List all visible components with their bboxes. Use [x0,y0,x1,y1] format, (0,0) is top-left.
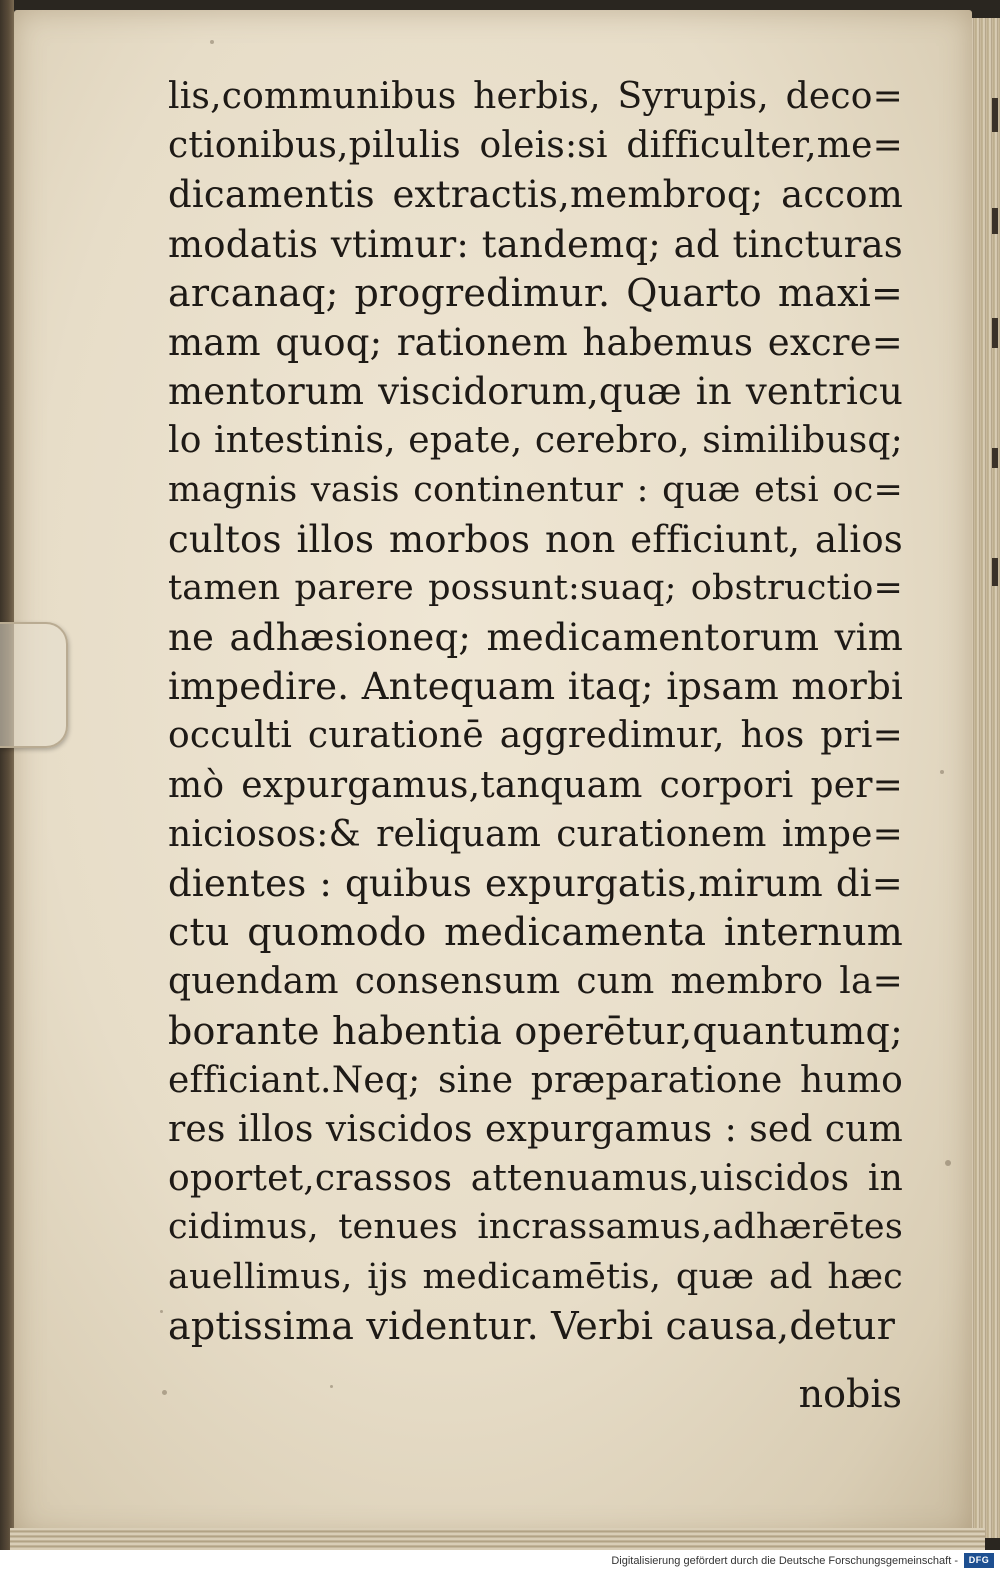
text-line: aptissima videntur. Verbi causa,detur [168,1303,896,1348]
text-line: tamen parere possunt:suaq; obstructio= [168,567,903,608]
text-line: lo intestinis, epate, cerebro, similibusq; [168,420,903,462]
text-line: mam quoq; rationem habemus excre= [168,320,903,364]
page-stack-edge [968,18,1000,1538]
text-line: borante habentia operētur,quantumq; [168,1008,903,1053]
text-line: magnis vasis continentur : quæ etsi oc= [168,469,903,510]
text-line: dientes : quibus expurgatis,mirum di= [168,862,903,905]
text-line: modatis vtimur: tandemq; ad tincturas [168,222,903,266]
text-line: ctionibus,pilulis oleis:si difficulter,me= [168,125,903,167]
text-line: ne adhæsioneq; medicamentorum vim [168,616,903,660]
page-bottom-edges [10,1528,985,1550]
text-line: impedire. Antequam itaq; ipsam morbi [168,665,903,709]
edge-mark [992,448,998,468]
text-line: mentorum viscidorum,quæ in ventricu [168,370,903,414]
text-line: res illos viscidos expurgamus : sed cum [168,1108,903,1150]
catchword: nobis [798,1372,902,1416]
edge-mark [992,98,998,132]
funding-credit: Digitalisierung gefördert durch die Deutsche Forschungsgemeinschaft - [611,1555,958,1567]
text-line: quendam consensum cum membro la= [168,961,903,1003]
body-text [168,72,903,1351]
edge-mark [992,558,998,586]
edge-mark [992,208,998,234]
text-line: arcanaq; progredimur. Quarto maxi= [168,270,903,315]
page-clip [0,622,68,748]
dfg-logo: DFG [964,1553,994,1568]
book-cover-edge [0,0,14,1572]
text-line: cultos illos morbos non efficiunt, alios [168,517,903,561]
text-line: occulti curationē aggredimur, hos pri= [168,715,903,757]
text-line: oportet,crassos attenuamus,uiscidos in [168,1158,903,1200]
text-line: ctu quomodo medicamenta internum [168,910,903,955]
text-line: dicamentis extractis,membroq; accom [168,173,903,217]
text-line: niciosos:& reliquam curationem impe= [168,813,903,855]
text-line: lis,communibus herbis, Syrupis, deco= [168,76,903,117]
text-line: cidimus, tenues incrassamus,adhærētes [168,1207,903,1248]
text-line: auellimus, ijs medicamētis, quæ ad hæc [168,1256,903,1297]
text-line: mò expurgamus,tanquam corpori per= [168,764,903,806]
text-line: efficiant.Neq; sine præparatione humo [168,1059,903,1101]
edge-mark [992,318,998,348]
